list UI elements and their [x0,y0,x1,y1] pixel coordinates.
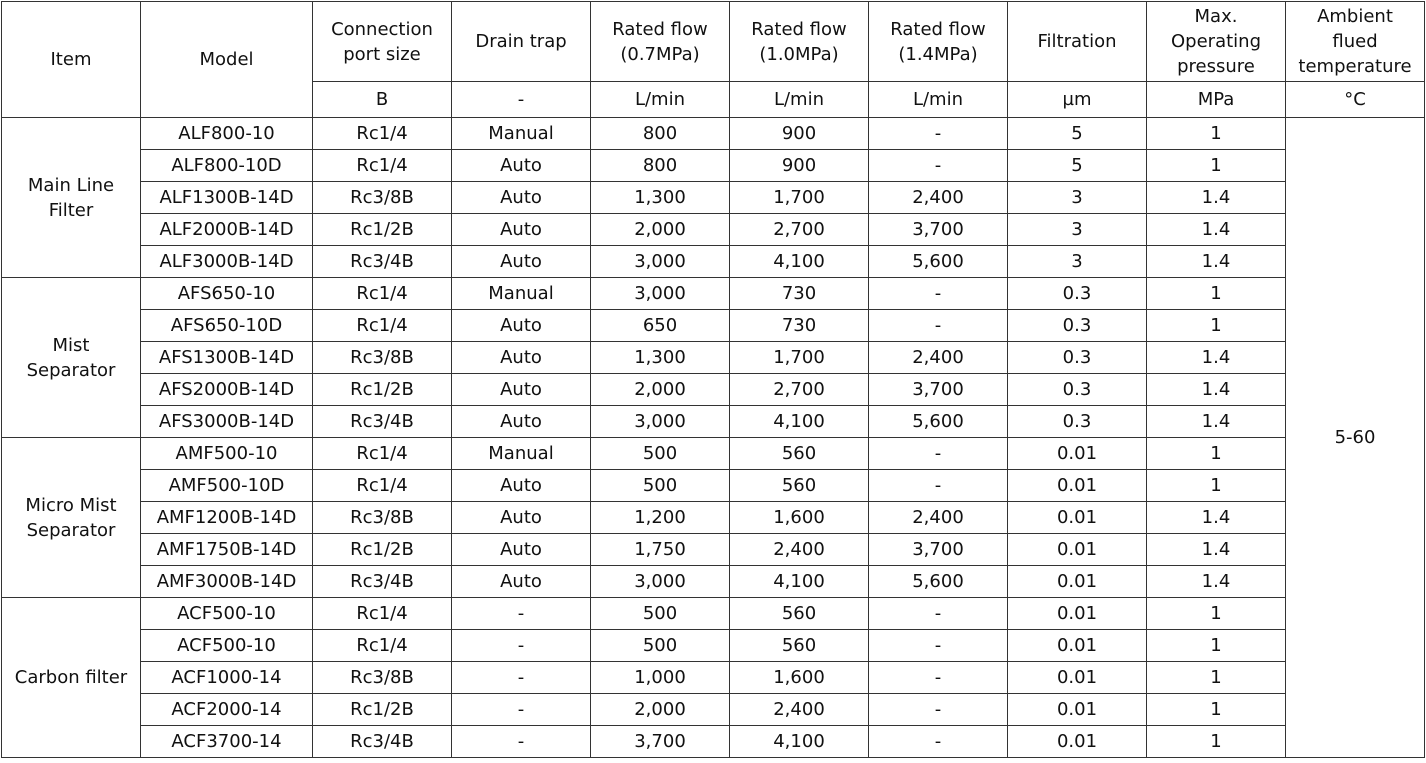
cell-model: AFS3000B-14D [141,406,313,438]
cell-filtration: 0.01 [1008,662,1147,694]
cell-flow14: - [869,470,1008,502]
cell-flow07: 1,300 [591,182,730,214]
cell-drain: Manual [452,118,591,150]
cell-flow07: 2,000 [591,694,730,726]
cell-flow07: 3,000 [591,278,730,310]
cell-pressure: 1 [1147,118,1286,150]
table-row [2,630,1425,662]
cell-flow07: 1,300 [591,342,730,374]
table-row [2,694,1425,726]
cell-flow10: 900 [730,150,869,182]
cell-pressure: 1 [1147,662,1286,694]
cell-port: Rc1/2B [313,214,452,246]
cell-pressure: 1 [1147,694,1286,726]
cell-drain: Auto [452,502,591,534]
cell-flow10: 4,100 [730,246,869,278]
table-body [2,2,1425,758]
spec-table [1,1,1425,758]
group-label: Carbon filter [2,598,141,758]
cell-model: ALF1300B-14D [141,182,313,214]
cell-port: Rc1/4 [313,438,452,470]
cell-flow14: - [869,310,1008,342]
cell-drain: Auto [452,470,591,502]
table-row [2,310,1425,342]
cell-flow14: 3,700 [869,374,1008,406]
cell-flow07: 2,000 [591,214,730,246]
cell-pressure: 1.4 [1147,534,1286,566]
cell-flow14: - [869,726,1008,758]
cell-flow10: 560 [730,470,869,502]
cell-drain: Auto [452,406,591,438]
cell-model: AFS650-10D [141,310,313,342]
cell-flow07: 3,000 [591,406,730,438]
cell-flow14: - [869,150,1008,182]
cell-port: Rc1/4 [313,150,452,182]
cell-flow07: 500 [591,438,730,470]
cell-port: Rc3/4B [313,726,452,758]
cell-drain: Auto [452,566,591,598]
cell-port: Rc1/2B [313,534,452,566]
header-flow14: Rated flow (1.4MPa) [869,2,1008,82]
cell-flow14: - [869,662,1008,694]
cell-filtration: 0.3 [1008,374,1147,406]
cell-flow10: 2,400 [730,694,869,726]
cell-flow14: - [869,118,1008,150]
cell-port: Rc3/4B [313,406,452,438]
cell-flow10: 900 [730,118,869,150]
cell-pressure: 1.4 [1147,406,1286,438]
cell-drain: - [452,662,591,694]
header-item: Item [2,2,141,118]
cell-port: Rc1/4 [313,278,452,310]
cell-flow10: 4,100 [730,726,869,758]
cell-filtration: 0.01 [1008,566,1147,598]
table-row [2,598,1425,630]
table-row [2,502,1425,534]
unit-flow07: L/min [591,82,730,118]
group-label: Mist Separator [2,278,141,438]
header-flow07: Rated flow (0.7MPa) [591,2,730,82]
cell-flow10: 730 [730,310,869,342]
cell-flow10: 2,700 [730,374,869,406]
table-row [2,374,1425,406]
cell-flow10: 4,100 [730,406,869,438]
cell-filtration: 0.3 [1008,310,1147,342]
cell-flow07: 650 [591,310,730,342]
cell-flow07: 1,750 [591,534,730,566]
cell-drain: Manual [452,438,591,470]
cell-filtration: 0.01 [1008,502,1147,534]
cell-filtration: 0.01 [1008,598,1147,630]
cell-flow07: 1,200 [591,502,730,534]
cell-model: AMF1200B-14D [141,502,313,534]
cell-pressure: 1.4 [1147,502,1286,534]
cell-model: ACF2000-14 [141,694,313,726]
header-pressure: Max. Operating pressure [1147,2,1286,82]
cell-flow10: 1,600 [730,502,869,534]
cell-model: ALF800-10 [141,118,313,150]
cell-flow07: 3,000 [591,246,730,278]
cell-drain: - [452,630,591,662]
cell-flow07: 3,700 [591,726,730,758]
header-flow10: Rated flow (1.0MPa) [730,2,869,82]
cell-flow14: 5,600 [869,246,1008,278]
cell-filtration: 0.01 [1008,534,1147,566]
cell-pressure: 1.4 [1147,342,1286,374]
cell-filtration: 0.01 [1008,438,1147,470]
header-model: Model [141,2,313,118]
table-row [2,662,1425,694]
cell-flow07: 500 [591,598,730,630]
cell-pressure: 1 [1147,470,1286,502]
cell-model: AMF500-10 [141,438,313,470]
unit-pressure: MPa [1147,82,1286,118]
cell-model: AFS2000B-14D [141,374,313,406]
cell-flow10: 1,600 [730,662,869,694]
cell-port: Rc3/8B [313,182,452,214]
cell-flow14: - [869,278,1008,310]
cell-filtration: 0.01 [1008,470,1147,502]
unit-flow10: L/min [730,82,869,118]
header-row [2,2,1425,82]
cell-model: ALF3000B-14D [141,246,313,278]
cell-model: ACF500-10 [141,598,313,630]
cell-drain: - [452,694,591,726]
table-row [2,438,1425,470]
cell-port: Rc3/4B [313,566,452,598]
cell-filtration: 0.01 [1008,726,1147,758]
cell-flow10: 4,100 [730,566,869,598]
cell-drain: Auto [452,534,591,566]
cell-filtration: 0.3 [1008,342,1147,374]
cell-drain: - [452,726,591,758]
cell-pressure: 1.4 [1147,182,1286,214]
group-label: Main Line Filter [2,118,141,278]
cell-drain: Auto [452,310,591,342]
table-row [2,182,1425,214]
unit-flow14: L/min [869,82,1008,118]
cell-model: AFS1300B-14D [141,342,313,374]
table-row [2,534,1425,566]
cell-filtration: 5 [1008,118,1147,150]
cell-flow14: 2,400 [869,502,1008,534]
cell-flow14: 3,700 [869,214,1008,246]
cell-model: ACF500-10 [141,630,313,662]
cell-pressure: 1.4 [1147,374,1286,406]
table-row [2,342,1425,374]
cell-filtration: 3 [1008,182,1147,214]
cell-flow10: 730 [730,278,869,310]
cell-port: Rc3/8B [313,342,452,374]
cell-flow07: 800 [591,150,730,182]
cell-flow10: 560 [730,630,869,662]
cell-filtration: 3 [1008,214,1147,246]
cell-port: Rc1/2B [313,374,452,406]
cell-pressure: 1 [1147,726,1286,758]
cell-model: ACF1000-14 [141,662,313,694]
cell-flow07: 2,000 [591,374,730,406]
table-row [2,470,1425,502]
cell-flow14: 5,600 [869,566,1008,598]
cell-flow14: 2,400 [869,182,1008,214]
cell-drain: Auto [452,374,591,406]
cell-pressure: 1.4 [1147,246,1286,278]
cell-flow10: 560 [730,598,869,630]
cell-flow10: 2,400 [730,534,869,566]
group-label: Micro Mist Separator [2,438,141,598]
unit-filtration: µm [1008,82,1147,118]
cell-flow10: 2,700 [730,214,869,246]
unit-drain: - [452,82,591,118]
unit-port: B [313,82,452,118]
cell-model: ALF2000B-14D [141,214,313,246]
cell-flow10: 560 [730,438,869,470]
table-row [2,150,1425,182]
header-drain: Drain trap [452,2,591,82]
cell-filtration: 0.01 [1008,630,1147,662]
cell-pressure: 1 [1147,438,1286,470]
cell-port: Rc1/4 [313,598,452,630]
ambient-temperature-cell: 5-60 [1286,118,1425,758]
cell-filtration: 0.3 [1008,278,1147,310]
cell-model: ALF800-10D [141,150,313,182]
cell-filtration: 5 [1008,150,1147,182]
cell-drain: Auto [452,150,591,182]
cell-flow14: 3,700 [869,534,1008,566]
cell-pressure: 1 [1147,598,1286,630]
cell-flow07: 500 [591,470,730,502]
cell-drain: Auto [452,182,591,214]
table-row [2,726,1425,758]
cell-model: AMF1750B-14D [141,534,313,566]
cell-port: Rc3/8B [313,662,452,694]
cell-flow14: - [869,630,1008,662]
table-row [2,278,1425,310]
cell-flow14: - [869,694,1008,726]
table-row [2,406,1425,438]
cell-pressure: 1 [1147,310,1286,342]
cell-port: Rc1/2B [313,694,452,726]
cell-port: Rc1/4 [313,310,452,342]
header-port: Connection port size [313,2,452,82]
table-row [2,566,1425,598]
cell-port: Rc1/4 [313,470,452,502]
cell-pressure: 1.4 [1147,566,1286,598]
unit-temp: °C [1286,82,1425,118]
cell-model: AMF3000B-14D [141,566,313,598]
cell-flow14: 5,600 [869,406,1008,438]
cell-flow07: 1,000 [591,662,730,694]
cell-port: Rc1/4 [313,118,452,150]
cell-filtration: 0.01 [1008,694,1147,726]
cell-drain: Auto [452,246,591,278]
cell-drain: Manual [452,278,591,310]
table-row [2,246,1425,278]
cell-model: AFS650-10 [141,278,313,310]
cell-flow07: 800 [591,118,730,150]
cell-flow14: - [869,438,1008,470]
cell-model: AMF500-10D [141,470,313,502]
cell-pressure: 1 [1147,150,1286,182]
cell-drain: Auto [452,214,591,246]
cell-flow14: 2,400 [869,342,1008,374]
cell-pressure: 1.4 [1147,214,1286,246]
cell-drain: - [452,598,591,630]
cell-drain: Auto [452,342,591,374]
cell-filtration: 3 [1008,246,1147,278]
header-filtration: Filtration [1008,2,1147,82]
cell-port: Rc3/8B [313,502,452,534]
header-temp: Ambient flued temperature [1286,2,1425,82]
cell-port: Rc1/4 [313,630,452,662]
cell-flow10: 1,700 [730,182,869,214]
cell-port: Rc3/4B [313,246,452,278]
cell-flow14: - [869,598,1008,630]
cell-pressure: 1 [1147,630,1286,662]
cell-flow07: 3,000 [591,566,730,598]
cell-flow07: 500 [591,630,730,662]
cell-pressure: 1 [1147,278,1286,310]
table-row [2,214,1425,246]
cell-model: ACF3700-14 [141,726,313,758]
table-row [2,118,1425,150]
cell-filtration: 0.3 [1008,406,1147,438]
cell-flow10: 1,700 [730,342,869,374]
